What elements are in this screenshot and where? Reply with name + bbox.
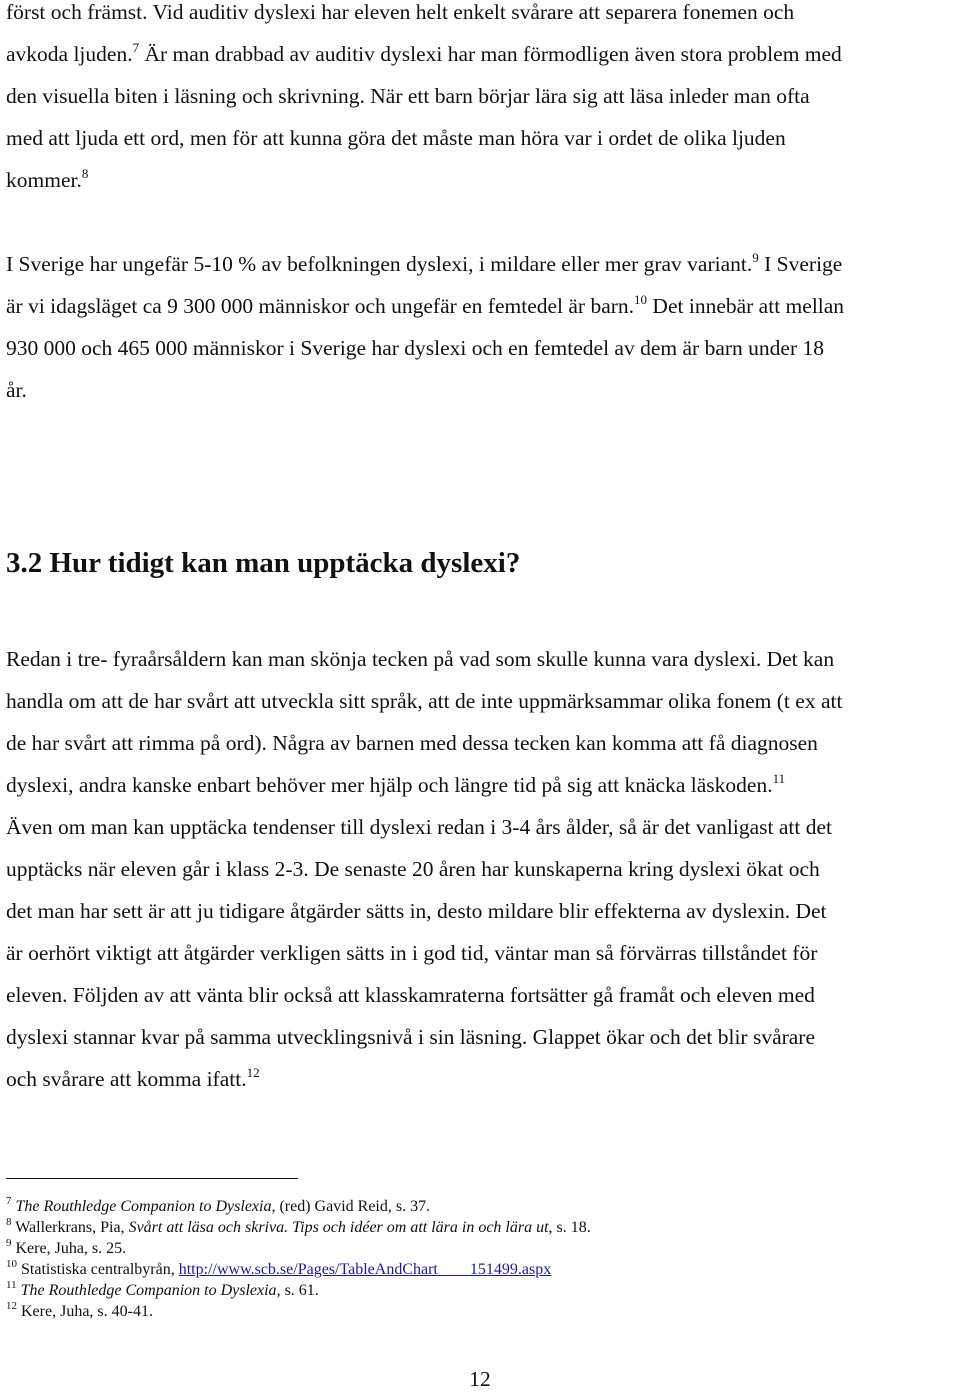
text-line: Redan i tre- fyraårsåldern kan man skönja tecken på vad som skulle kunna vara dyslexi. Det kan bbox=[6, 647, 835, 671]
section-heading: 3.2 Hur tidigt kan man upptäcka dyslexi? bbox=[6, 547, 521, 579]
text-line: är oerhört viktigt att åtgärder verkligen sätts in i god tid, väntar man så förvärras tillståndet för bbox=[6, 941, 818, 965]
text-segment: Är man drabbad av auditiv dyslexi har man förmodligen även stora problem med bbox=[139, 42, 842, 66]
footnote-number: 10 bbox=[6, 1258, 17, 1270]
text-line: eleven. Följden av att vänta blir också att klasskamraterna fortsätter gå framåt och eleven med bbox=[6, 983, 815, 1007]
footnote-text: Wallerkrans, Pia, bbox=[15, 1219, 129, 1236]
paragraph-statistics bbox=[6, 243, 956, 411]
text-segment: avkoda ljuden. bbox=[6, 42, 133, 66]
footnote-9 bbox=[6, 1238, 946, 1259]
text-line: den visuella biten i läsning och skrivning. När ett barn börjar lära sig att läsa inleder man ofta bbox=[6, 84, 810, 108]
footnote-ref[interactable]: 8 bbox=[81, 166, 89, 181]
footnote-separator bbox=[6, 1178, 298, 1179]
text-line bbox=[6, 33, 956, 75]
footnote-ref[interactable]: 9 bbox=[752, 250, 759, 265]
footnote-title: The Routhledge Companion to Dyslexia bbox=[20, 1282, 277, 1299]
text-line: handla om att de har svårt att utveckla sitt språk, att de inte uppmärksammar olika fonem (t ex att bbox=[6, 689, 843, 713]
footnote-number: 9 bbox=[6, 1237, 12, 1249]
text-line: först och främst. Vid auditiv dyslexi har eleven helt enkelt svårare att separera fonemen och bbox=[6, 0, 795, 24]
text-line bbox=[6, 243, 956, 285]
footnotes bbox=[6, 1196, 946, 1322]
text-line: med att ljuda ett ord, men för att kunna göra det måste man höra var i ordet de olika ljuden bbox=[6, 126, 786, 150]
paragraph-auditive-dyslexia bbox=[6, 0, 956, 201]
text-line bbox=[6, 1058, 956, 1100]
footnote-text: , s. 61. bbox=[276, 1282, 319, 1299]
scb-link[interactable]: http://www.scb.se/Pages/TableAndChart____151499.aspx bbox=[178, 1261, 552, 1278]
footnote-number: 12 bbox=[6, 1300, 17, 1312]
text-line bbox=[6, 159, 956, 201]
footnote-number: 8 bbox=[6, 1216, 12, 1228]
footnote-ref[interactable]: 7 bbox=[132, 40, 140, 55]
text-line: dyslexi stannar kvar på samma utvecklingsnivå i sin läsning. Glappet ökar och det blir svårare bbox=[6, 1025, 816, 1049]
footnote-10 bbox=[6, 1259, 946, 1280]
text-line: upptäcks när eleven går i klass 2-3. De senaste 20 åren har kunskaperna kring dyslexi ökat och bbox=[6, 857, 820, 881]
text-segment: kommer. bbox=[6, 168, 82, 192]
text-line bbox=[6, 764, 956, 806]
text-segment: Det innebär att mellan bbox=[647, 294, 845, 318]
text-line: 930 000 och 465 000 människor i Sverige har dyslexi och en femtedel av dem är barn under 18 bbox=[6, 336, 824, 360]
text-line: det man har sett är att ju tidigare åtgärder sätts in, desto mildare blir effekterna av dyslexin. Det bbox=[6, 899, 827, 923]
text-segment: I Sverige bbox=[758, 252, 843, 276]
footnote-ref[interactable]: 12 bbox=[246, 1065, 260, 1080]
footnote-text: Statistiska centralbyrån, bbox=[21, 1261, 179, 1278]
footnote-number: 11 bbox=[6, 1279, 17, 1291]
text-line bbox=[6, 285, 956, 327]
footnote-ref[interactable]: 11 bbox=[772, 771, 786, 786]
page-number: 12 bbox=[469, 1367, 491, 1391]
footnote-text: , (red) Gavid Reid, s. 37. bbox=[271, 1198, 431, 1215]
text-line: år. bbox=[6, 378, 27, 402]
footnote-7 bbox=[6, 1196, 946, 1217]
text-segment: I Sverige har ungefär 5-10 % av befolkningen dyslexi, i mildare eller mer grav variant. bbox=[6, 252, 753, 276]
footnote-text: , s. 18. bbox=[548, 1219, 591, 1236]
footnote-11 bbox=[6, 1280, 946, 1301]
footnote-title: The Routhledge Companion to Dyslexia bbox=[15, 1198, 272, 1215]
footnote-text: Kere, Juha, s. 25. bbox=[15, 1240, 127, 1257]
text-line: Även om man kan upptäcka tendenser till dyslexi redan i 3-4 års ålder, så är det vanligast att det bbox=[6, 815, 833, 839]
text-segment: och svårare att komma ifatt. bbox=[6, 1067, 247, 1091]
footnote-12 bbox=[6, 1301, 946, 1322]
footnote-title: Svårt att läsa och skriva. Tips och idéer om att lära in och lära ut bbox=[128, 1219, 549, 1236]
text-segment: är vi idagsläget ca 9 300 000 människor och ungefär en femtedel är barn. bbox=[6, 294, 635, 318]
paragraph-early-detection bbox=[6, 638, 956, 1100]
text-segment: dyslexi, andra kanske enbart behöver mer hjälp och längre tid på sig att knäcka läskoden. bbox=[6, 773, 773, 797]
footnote-text: Kere, Juha, s. 40-41. bbox=[21, 1303, 153, 1320]
footnote-8 bbox=[6, 1217, 946, 1238]
text-line: de har svårt att rimma på ord). Några av barnen med dessa tecken kan komma att få diagnosen bbox=[6, 731, 818, 755]
footnote-ref[interactable]: 10 bbox=[634, 292, 648, 307]
footnote-number: 7 bbox=[6, 1195, 12, 1207]
